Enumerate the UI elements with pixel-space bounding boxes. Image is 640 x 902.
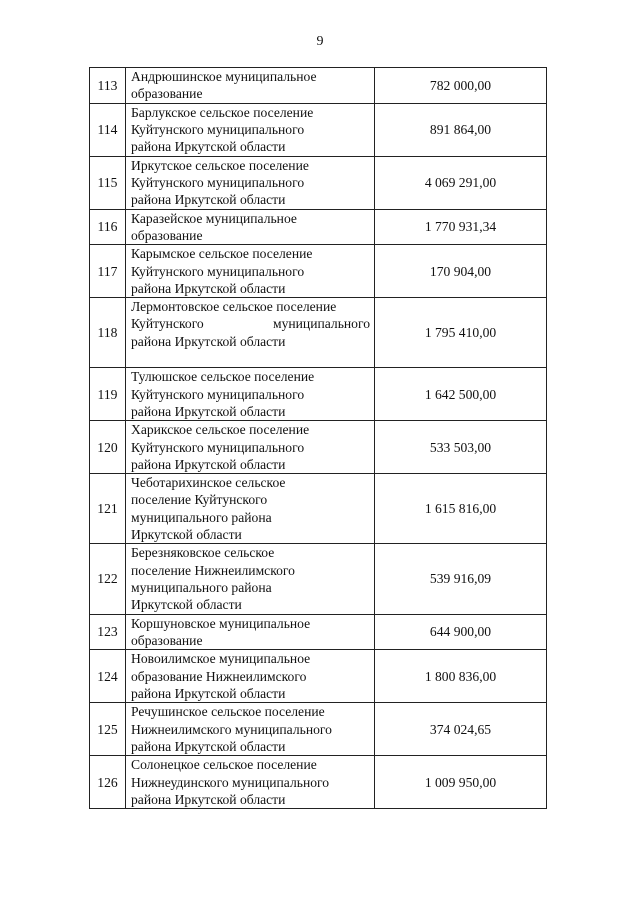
row-number: 114 xyxy=(90,103,126,156)
name-line: района Иркутской области xyxy=(131,738,286,754)
name-line: Барлукское сельское поселение xyxy=(131,104,314,120)
municipality-name xyxy=(126,298,375,368)
amount: 644 900,00 xyxy=(375,614,547,650)
row-number: 120 xyxy=(90,421,126,474)
name-line: Чеботарихинское сельское xyxy=(131,475,286,491)
municipality-name xyxy=(126,156,375,209)
page-number: 9 xyxy=(316,34,324,49)
allocation-table xyxy=(89,67,547,809)
name-line: Нижнеилимского муниципального xyxy=(131,721,332,737)
row-number: 115 xyxy=(90,156,126,209)
name-line: муниципального района xyxy=(131,509,272,525)
row-number: 118 xyxy=(90,298,126,368)
table-row xyxy=(90,421,547,474)
name-line: района Иркутской области xyxy=(131,456,286,472)
amount: 891 864,00 xyxy=(375,103,547,156)
name-line: Иркутской области xyxy=(131,597,242,613)
name-line: Карымское сельское поселение xyxy=(131,246,313,262)
name-line: Куйтунского муниципального xyxy=(131,386,305,402)
municipality-name xyxy=(126,703,375,756)
name-line: Речушинское сельское поселение xyxy=(131,704,325,720)
amount: 4 069 291,00 xyxy=(375,156,547,209)
name-line: поселение Нижнеилимского xyxy=(131,562,295,578)
amount: 374 024,65 xyxy=(375,703,547,756)
name-line: района Иркутской области xyxy=(131,139,286,155)
name-line: образование xyxy=(131,227,203,243)
table-row xyxy=(90,703,547,756)
table-row xyxy=(90,544,547,614)
municipality-name xyxy=(126,544,375,614)
name-line: района Иркутской области xyxy=(131,333,286,349)
amount: 1 642 500,00 xyxy=(375,368,547,421)
name-line: муниципального района xyxy=(131,579,272,595)
name-line: Иркутской области xyxy=(131,527,242,543)
name-line: Нижнеудинского муниципального xyxy=(131,774,330,790)
row-number: 122 xyxy=(90,544,126,614)
amount: 1 615 816,00 xyxy=(375,474,547,544)
amount: 1 795 410,00 xyxy=(375,298,547,368)
name-line: Каразейское муниципальное xyxy=(131,210,297,226)
table-row xyxy=(90,368,547,421)
name-line: Новоилимское муниципальное xyxy=(131,651,311,667)
name-line: образование Нижнеилимского xyxy=(131,668,307,684)
name-line: района Иркутской области xyxy=(131,403,286,419)
name-line: Харикское сельское поселение xyxy=(131,422,310,438)
table-row xyxy=(90,474,547,544)
row-number: 121 xyxy=(90,474,126,544)
municipality-name xyxy=(126,474,375,544)
amount: 170 904,00 xyxy=(375,245,547,298)
row-number: 126 xyxy=(90,756,126,809)
name-line: района Иркутской области xyxy=(131,685,286,701)
name-line: образование xyxy=(131,632,203,648)
name-line: поселение Куйтунского xyxy=(131,492,268,508)
name-line: Куйтунского муниципального xyxy=(131,121,305,137)
name-line: Солонецкое сельское поселение xyxy=(131,757,317,773)
municipality-name xyxy=(126,103,375,156)
amount: 1 009 950,00 xyxy=(375,756,547,809)
name-line: Коршуновское муниципальное xyxy=(131,615,311,631)
name-line: Куйтунского муниципального xyxy=(131,263,305,279)
amount: 782 000,00 xyxy=(375,68,547,104)
municipality-name xyxy=(126,650,375,703)
table-row xyxy=(90,298,547,368)
table-row xyxy=(90,209,547,245)
row-number: 113 xyxy=(90,68,126,104)
name-line: Лермонтовское сельское поселение xyxy=(131,299,337,315)
name-line: Андрюшинское муниципальное xyxy=(131,69,317,84)
row-number: 119 xyxy=(90,368,126,421)
name-line: образование xyxy=(131,86,203,102)
amount: 539 916,09 xyxy=(375,544,547,614)
table-row xyxy=(90,650,547,703)
table-row xyxy=(90,156,547,209)
table-row xyxy=(90,103,547,156)
name-line: Тулюшское сельское поселение xyxy=(131,369,315,385)
name-line: Иркутское сельское поселение xyxy=(131,157,309,173)
name-line: района Иркутской области xyxy=(131,791,286,807)
table-row xyxy=(90,68,547,104)
name-line: района Иркутской области xyxy=(131,192,286,208)
table-row xyxy=(90,756,547,809)
table-row xyxy=(90,614,547,650)
municipality-name xyxy=(126,209,375,245)
amount: 1 770 931,34 xyxy=(375,209,547,245)
municipality-name xyxy=(126,245,375,298)
municipality-name xyxy=(126,368,375,421)
name-line: Куйтунского муниципального xyxy=(131,316,370,332)
table-body xyxy=(90,68,547,809)
municipality-name xyxy=(126,614,375,650)
row-number: 123 xyxy=(90,614,126,650)
name-line: района Иркутской области xyxy=(131,280,286,296)
municipality-name xyxy=(126,68,375,104)
municipality-name xyxy=(126,756,375,809)
row-number: 117 xyxy=(90,245,126,298)
table-row xyxy=(90,245,547,298)
municipality-name xyxy=(126,421,375,474)
name-line: Березняковское сельское xyxy=(131,545,275,561)
amount: 1 800 836,00 xyxy=(375,650,547,703)
name-line: Куйтунского муниципального xyxy=(131,439,305,455)
amount: 533 503,00 xyxy=(375,421,547,474)
row-number: 116 xyxy=(90,209,126,245)
row-number: 125 xyxy=(90,703,126,756)
name-line: Куйтунского муниципального xyxy=(131,174,305,190)
row-number: 124 xyxy=(90,650,126,703)
